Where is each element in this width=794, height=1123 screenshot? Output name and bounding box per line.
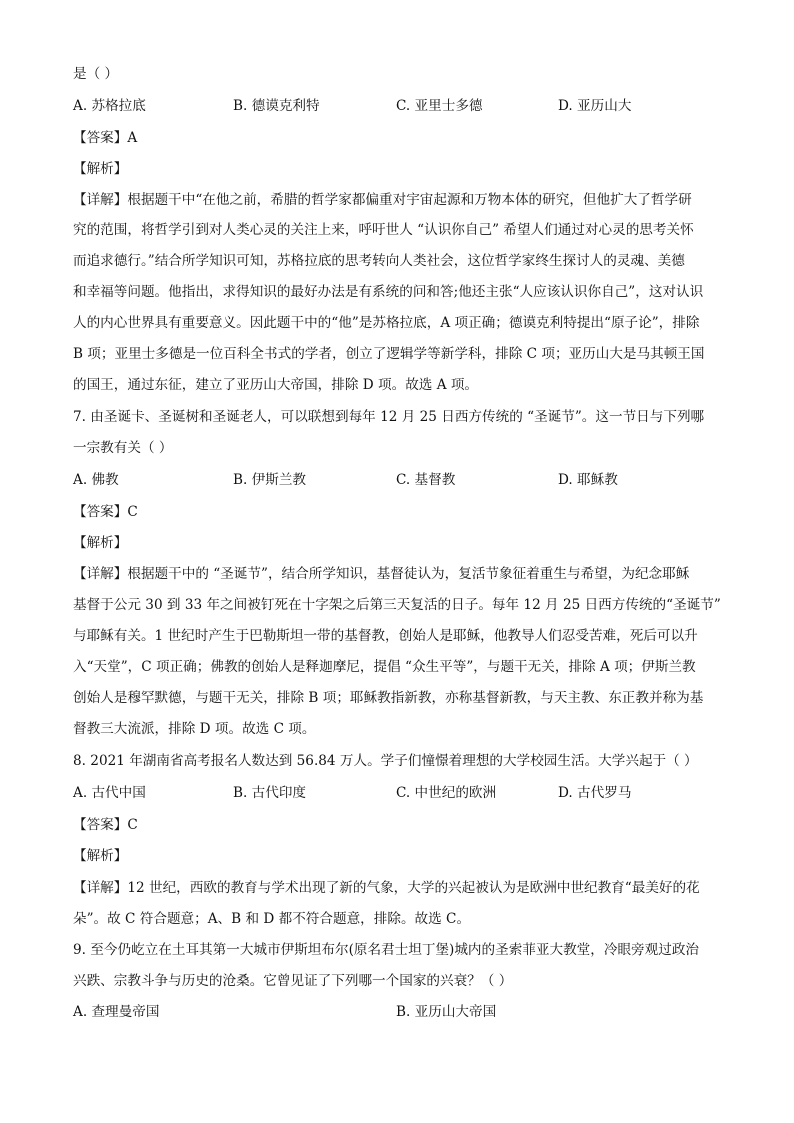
question-6-detail-line: B 项；亚里士多德是一位百科全书式的学者，创立了逻辑学等新学科，排除 C 项；亚历山大是马其顿王国	[73, 346, 705, 362]
question-6-detail-line: 究的范围，将哲学引到对人类心灵的关注上来，呼吁世人 “认识你自己” 希望人们通过对心灵的思考关怀	[73, 222, 694, 238]
question-6-stem-tail: 是（ ）	[73, 66, 119, 82]
question-7-stem-line: 7. 由圣诞卡、圣诞树和圣诞老人，可以联想到每年 12 月 25 日西方传统的 “圣诞节”。这一节日与下列哪	[73, 409, 705, 425]
question-7-detail-line: 【详解】根据题干中的 “圣诞节”，结合所学知识，基督徒认为，复活节象征着重生与希望，为纪念耶稣	[73, 566, 690, 582]
option-b: B. 古代印度	[233, 785, 307, 801]
question-6-detail-line: 【详解】根据题干中“在他之前，希腊的哲学家都偏重对宇宙起源和万物本体的研究，但他扩大了哲学研	[73, 192, 692, 208]
question-7-detail-line: 督教三大流派，排除 D 项。故选 C 项。	[73, 721, 316, 737]
question-8-detail-line: 朵”。故 C 符合题意；A、B 和 D 都不符合题意，排除。故选 C。	[73, 911, 471, 927]
question-7-analysis-label: 【解析】	[73, 535, 128, 551]
question-6-analysis-label: 【解析】	[73, 161, 128, 177]
option-b: B. 伊斯兰教	[233, 472, 307, 488]
question-8-detail-line: 【详解】12 世纪，西欧的教育与学术出现了新的气象，大学的兴起被认为是欧洲中世纪教育“最美好的花	[73, 880, 700, 896]
option-d: D. 亚历山大	[558, 98, 632, 114]
question-7-answer: 【答案】C	[73, 504, 138, 520]
question-7-stem-line: 一宗教有关（ ）	[73, 440, 173, 456]
question-8-answer: 【答案】C	[73, 817, 138, 833]
question-8-options	[73, 783, 723, 803]
option-a: A. 苏格拉底	[73, 98, 146, 114]
option-c: C. 亚里士多德	[396, 98, 483, 114]
option-b: B. 亚历山大帝国	[396, 1004, 497, 1020]
option-c: C. 基督教	[396, 472, 456, 488]
option-a: A. 古代中国	[73, 785, 146, 801]
question-7-options	[73, 470, 723, 490]
question-6-options	[73, 96, 723, 116]
question-8-analysis-label: 【解析】	[73, 848, 128, 864]
question-9-stem-line: 兴跌、宗教斗争与历史的沧桑。它曾见证了下列哪一个国家的兴衰？（ ）	[73, 973, 513, 989]
question-7-detail-line: 创始人是穆罕默德，与题干无关，排除 B 项；耶稣教指新教，亦称基督新教，与天主教、东正教并称为基	[73, 690, 704, 706]
question-6-detail-line: 和幸福等问题。他指出，求得知识的最好办法是有系统的问和答;他还主张“人应该认识你自己”，这对认识	[73, 284, 704, 300]
question-9-stem-line: 9. 至今仍屹立在土耳其第一大城市伊斯坦布尔(原名君士坦丁堡)城内的圣索菲亚大教堂，冷眼旁观过政治	[73, 942, 700, 958]
question-6-detail-line: 的国王，通过东征，建立了亚历山大帝国，排除 D 项。故选 A 项。	[73, 377, 479, 393]
question-6-answer: 【答案】A	[73, 130, 138, 146]
question-6-detail-line: 而追求德行。”结合所学知识可知，苏格拉底的思考转向人类社会，这位哲学家终生探讨人的灵魂、美德	[73, 253, 685, 269]
question-9-options	[73, 1002, 723, 1022]
question-6-detail-line: 人的内心世界具有重要意义。因此题干中的“他”是苏格拉底，A 项正确；德谟克利特提出“原子论”，排除	[73, 315, 700, 331]
option-a: A. 查理曼帝国	[73, 1004, 160, 1020]
option-d: D. 古代罗马	[558, 785, 632, 801]
option-a: A. 佛教	[73, 472, 119, 488]
question-8-stem-line: 8. 2021 年湖南省高考报名人数达到 56.84 万人。学子们憧憬着理想的大学校园生活。大学兴起于（ ）	[73, 753, 698, 769]
option-d: D. 耶稣教	[558, 472, 618, 488]
question-7-detail-line: 入“天堂”，C 项正确；佛教的创始人是释迦摩尼，提倡 “众生平等”，与题干无关，排除 A 项；伊斯兰教	[73, 659, 696, 675]
question-7-detail-line: 与耶稣有关。1 世纪时产生于巴勒斯坦一带的基督教，创始人是耶稣，他教导人们忍受苦难，死后可以升	[73, 628, 698, 644]
option-c: C. 中世纪的欧洲	[396, 785, 497, 801]
question-7-detail-line: 基督于公元 30 到 33 年之间被钉死在十字架之后第三天复活的日子。每年 12 月 25 日西方传统的“圣诞节”	[73, 597, 721, 613]
option-b: B. 德谟克利特	[233, 98, 320, 114]
